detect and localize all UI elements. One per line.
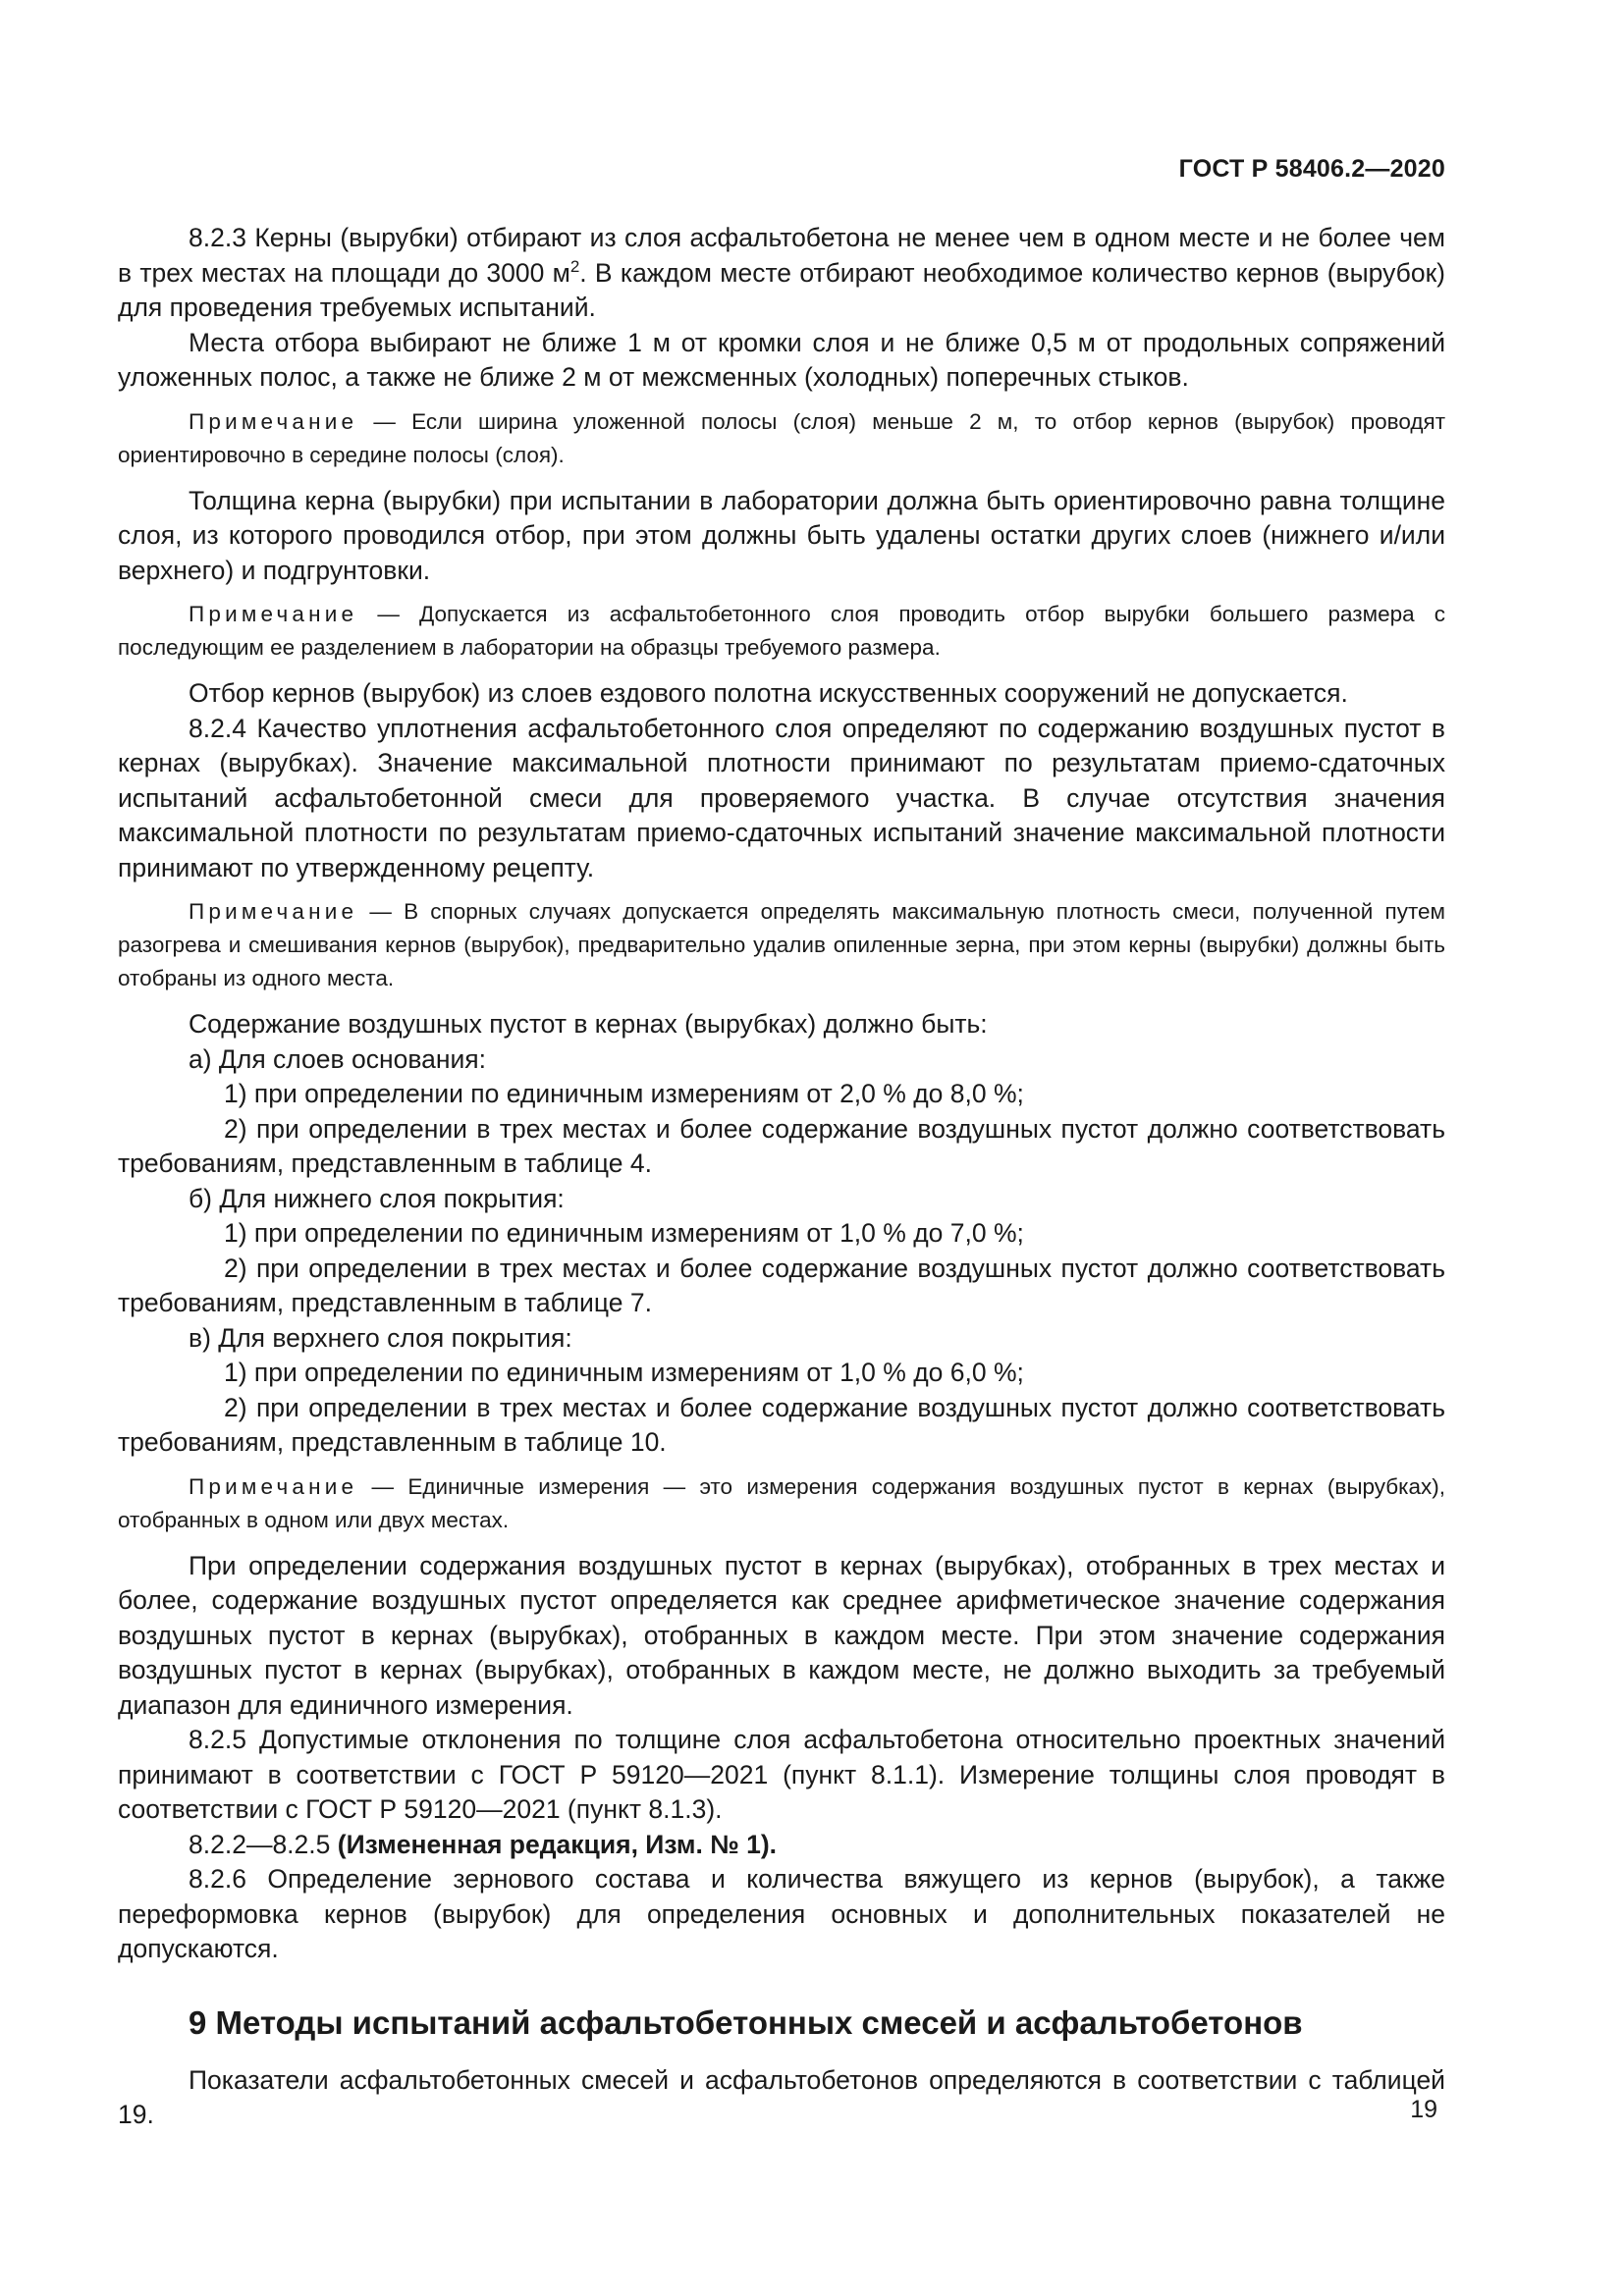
note xyxy=(118,1470,1445,1537)
paragraph-8-2-4: 8.2.4 Качество уплотнения асфальтобетонного слоя определяют по содержанию воздушных пустот в кернах (вырубках). Значение максимальной плотности принимают по результатам приемо-сдаточных испытаний асфальтобетонной смеси для проверяемого участка. В случае отсутствия значения максимальной плотности по результатам приемо-сдаточных испытаний значение максимальной плотности принимают по утвержденному рецепту. xyxy=(118,713,1445,882)
paragraph-text: . В каждом месте отбирают необходимое количество кернов (вырубок) для проведения требуемых испытаний. xyxy=(118,257,1445,322)
paragraph: Места отбора выбирают не ближе 1 м от кромки слоя и не ближе 0,5 м от продольных сопряжений уложенных полос, а также не ближе 2 м от межсменных (холодных) поперечных стыков. xyxy=(118,327,1445,392)
superscript: 2 xyxy=(569,256,580,276)
list-subitem: 2) при определении в трех местах и более содержание воздушных пустот должно соответствовать требованиям, представленным в таблице 7. xyxy=(118,1253,1445,1317)
paragraph-8-2-3 xyxy=(118,221,1445,326)
list-subitem: 2) при определении в трех местах и более содержание воздушных пустот должно соответствовать требованиям, представленным в таблице 4. xyxy=(118,1113,1445,1178)
paragraph-8-2-6: 8.2.6 Определение зернового состава и количества вяжущего из кернов (вырубок), а также переформовка кернов (вырубок) для определения основных и дополнительных показателей не допускаются. xyxy=(118,1864,1445,1963)
paragraph: Толщина керна (вырубки) при испытании в лаборатории должна быть ориентировочно равна толщине слоя, из которого проводился отбор, при этом должны быть удалены остатки других слоев (нижнего и/или верхнего) и подгрунтовки. xyxy=(118,485,1445,585)
paragraph: Отбор кернов (вырубок) из слоев ездового полотна искусственных сооружений не допускается. xyxy=(189,678,1348,708)
note xyxy=(118,405,1445,472)
list-subitem: 1) при определении по единичным измерениям от 1,0 % до 7,0 %; xyxy=(224,1218,1024,1248)
paragraph: Содержание воздушных пустот в кернах (вырубках) должно быть: xyxy=(189,1009,988,1039)
list-subitem: 1) при определении по единичным измерениям от 1,0 % до 6,0 %; xyxy=(224,1358,1024,1387)
note xyxy=(118,895,1445,995)
list-subitem: 2) при определении в трех местах и более содержание воздушных пустот должно соответствовать требованиям, представленным в таблице 10. xyxy=(118,1392,1445,1457)
list-subitem: 1) при определении по единичным измерениям от 2,0 % до 8,0 %; xyxy=(224,1079,1024,1108)
note-text: — Допускается из асфальтобетонного слоя проводить отбор вырубки большего размера с последующим ее разделением в лаборатории на образцы требуемого размера. xyxy=(118,602,1445,660)
note-text: — Если ширина уложенной полосы (слоя) меньше 2 м, то отбор кернов (вырубок) проводят ориентировочно в середине полосы (слоя). xyxy=(118,408,1445,467)
paragraph-text: 8.2.3 Керны (вырубки) отбирают из слоя асфальтобетона не менее чем в одном месте и не более чем в трех местах на площади до 3000 м xyxy=(118,223,1445,288)
paragraph-8-2-5: 8.2.5 Допустимые отклонения по толщине слоя асфальтобетона относительно проектных значений принимают в соответствии с ГОСТ Р 59120—2021 (пункт 8.1.1). Измерение толщины слоя проводят в соответствии с ГОСТ Р 59120—2021 (пункт 8.1.3). xyxy=(118,1725,1445,1824)
note-label: Примечание xyxy=(189,408,358,434)
note-label: Примечание xyxy=(189,602,358,626)
amendment-note xyxy=(118,1828,1445,1863)
page-number: 19 xyxy=(1410,2096,1437,2123)
note-label: Примечание xyxy=(189,1473,358,1499)
list-item: б) Для нижнего слоя покрытия: xyxy=(189,1183,565,1213)
paragraph: Показатели асфальтобетонных смесей и асфальтобетонов определяются в соответствии с таблицей 19. xyxy=(118,2064,1445,2129)
section-heading: 9 Методы испытаний асфальтобетонных смесей и асфальтобетонов xyxy=(189,2003,1303,2041)
note-label: Примечание xyxy=(189,899,358,924)
amendment-range: 8.2.2—8.2.5 xyxy=(189,1829,338,1859)
list-item: в) Для верхнего слоя покрытия: xyxy=(189,1322,572,1353)
note-text: — В спорных случаях допускается определять максимальную плотность смеси, полученной путем разогрева и смешивания кернов (вырубок), предварительно удалив опиленные зерна, при этом керны (вырубки) должны быть отобраны из одного места. xyxy=(118,899,1445,990)
paragraph: При определении содержания воздушных пустот в кернах (вырубках), отобранных в трех местах и более, содержание воздушных пустот определяется как среднее арифметическое значение содержания воздушных пустот в кернах (вырубках), отобранных в каждом месте. При этом значение содержания воздушных пустот в кернах (вырубках), отобранных в каждом месте, не должно выходить за требуемый диапазон для единичного измерения. xyxy=(118,1550,1445,1720)
list-item: а) Для слоев основания: xyxy=(189,1043,487,1074)
document-header: ГОСТ Р 58406.2—2020 xyxy=(1178,155,1445,183)
amendment-label: (Измененная редакция, Изм. № 1). xyxy=(337,1829,778,1859)
note-text: — Единичные измерения — это измерения содержания воздушных пустот в кернах (вырубках), отобранных в одном или двух местах. xyxy=(118,1473,1445,1532)
note xyxy=(118,598,1445,665)
page-content xyxy=(118,221,1445,2133)
